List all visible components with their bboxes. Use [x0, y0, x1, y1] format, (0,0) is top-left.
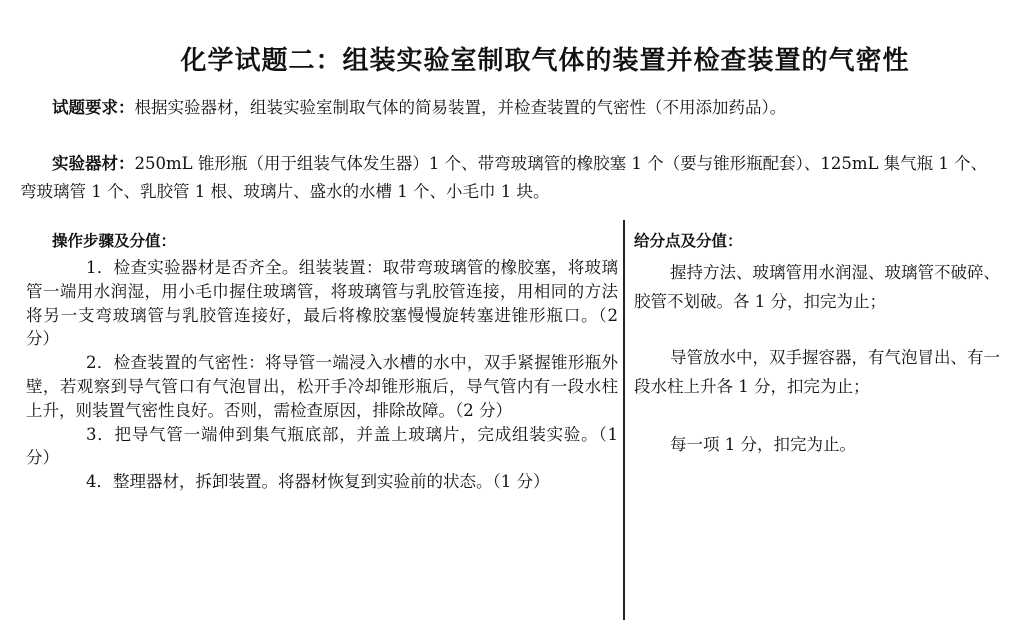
scoring-column — [634, 230, 1004, 459]
steps-heading: 操作步骤及分值： — [52, 232, 177, 250]
scoring-point: 导管放水中，双手握容器，有气泡冒出、有一段水柱上升各 1 分，扣完为止； — [634, 348, 1000, 396]
requirement-label: 试题要求： — [52, 98, 135, 117]
requirement-text: 根据实验器材，组装实验室制取气体的简易装置，并检查装置的气密性（不用添加药品）。 — [134, 98, 787, 117]
materials-label: 实验器材： — [52, 154, 135, 173]
page-title: 化学试题二：组装实验室制取气体的装置并检查装置的气密性 — [180, 46, 910, 76]
materials-paragraph — [20, 150, 1000, 206]
scoring-heading: 给分点及分值： — [634, 232, 743, 250]
column-divider — [623, 220, 625, 620]
materials-text: 250mL 锥形瓶（用于组装气体发生器）1 个、带弯玻璃管的橡胶塞 1 个（要与锥形瓶配套）、125mL 集气瓶 1 个、弯玻璃管 1 个、乳胶管 1 根、玻璃片、盛水的水槽 1 个、小毛巾 1 块。 — [20, 154, 988, 201]
step-item: 3．把导气管一端伸到集气瓶底部，并盖上玻璃片，完成组装实验。（1 分） — [26, 424, 618, 468]
requirement-paragraph — [52, 98, 1002, 118]
step-item: 4．整理器材，拆卸装置。将器材恢复到实验前的状态。（1 分） — [86, 472, 550, 492]
steps-column — [26, 230, 618, 494]
step-item: 1．检查实验器材是否齐全。组装装置：取带弯玻璃管的橡胶塞，将玻璃管一端用水润湿，用小毛巾握住玻璃管，将玻璃管与乳胶管连接，用相同的方法将另一支弯玻璃管与乳胶管连接好，最后将橡胶塞慢慢旋转塞进锥形瓶口。（2 分） — [26, 258, 618, 349]
step-item: 2．检查装置的气密性：将导管一端浸入水槽的水中，双手紧握锥形瓶外壁，若观察到导气管口有气泡冒出，松开手冷却锥形瓶后，导气管内有一段水柱上升，则装置气密性良好。否则，需检查原因，排除故障。（2 分） — [26, 353, 618, 420]
scoring-point: 握持方法、玻璃管用水润湿、玻璃管不破碎、胶管不划破。各 1 分，扣完为止； — [634, 263, 1000, 311]
scoring-point: 每一项 1 分，扣完为止。 — [670, 435, 856, 454]
